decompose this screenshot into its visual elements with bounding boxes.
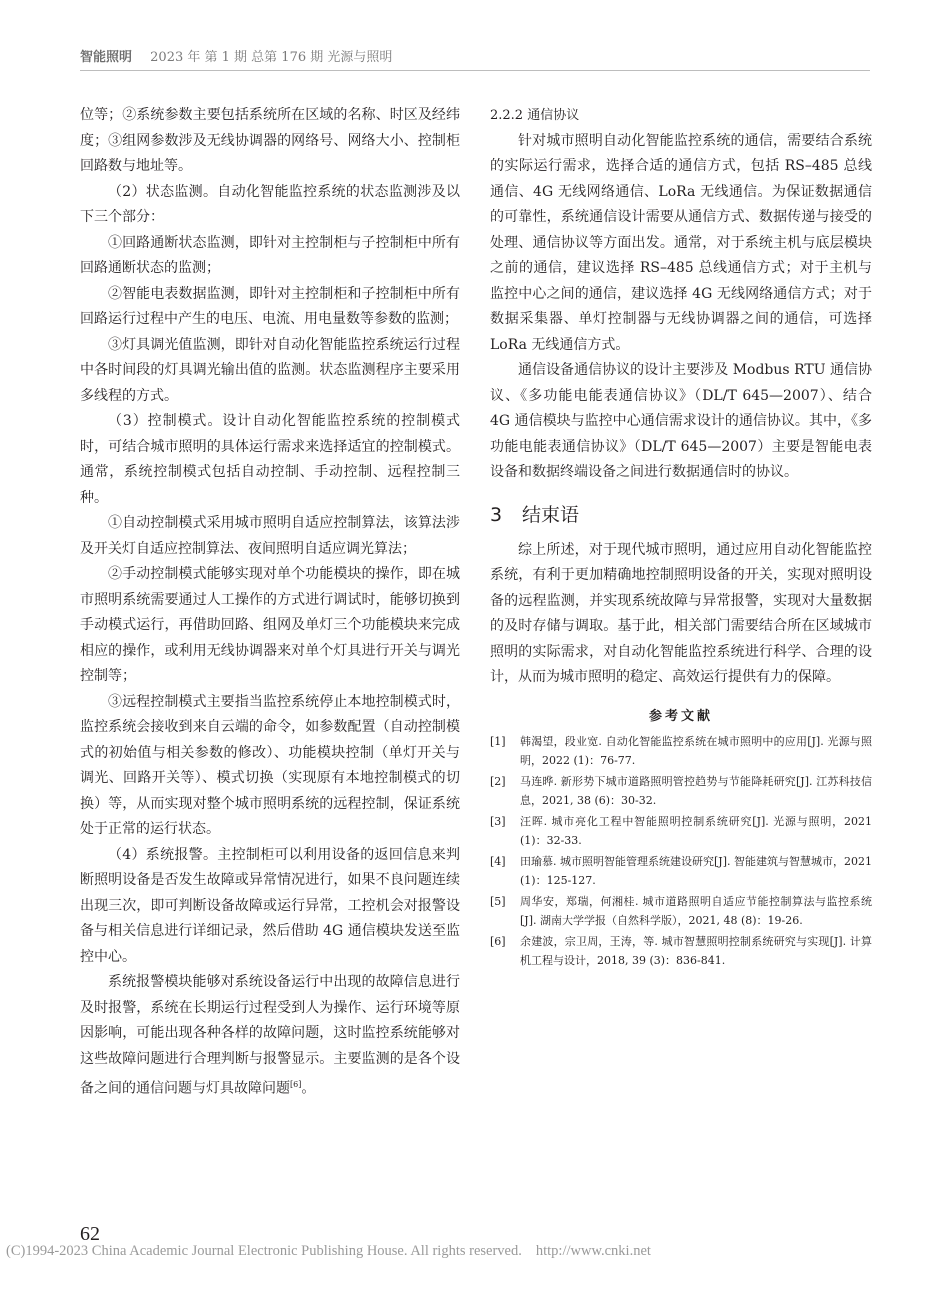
reference-id: [4] (490, 854, 506, 868)
body-paragraph: ①回路通断状态监测，即针对主控制柜与子控制柜中所有回路通断状态的监测； (80, 234, 460, 276)
body-paragraph: ③远程控制模式主要指当监控系统停止本地控制模式时，监控系统会接收到来自云端的命令，如参数配置（自动控制模式的初始值与相关参数的修改）、功能模块控制（单灯开关与调光、回路开关等）、模式切换（实现原有本地控制模式的切换）等，从而实现对整个城市照明系统的远程控制，保证系统处于正常的运行状态。 (80, 693, 460, 837)
body-paragraph: 针对城市照明自动化智能监控系统的通信，需要结合系统的实际运行需求，选择合适的通信方式，包括 RS–485 总线通信、4G 无线网络通信、LoRa 无线通信。为保证数据通信的可靠性，系统通信设计需要从通信方式、数据传递与接受的处理、通信协议等方面出发。通常，对于系统主机与底层模块之前的通信，建议选择 RS–485 总线通信方式；对于主机与监控中心之间的通信，建议选择 4G 无线网络通信方式；对于数据采集器、单灯控制器与无线协调器之间的通信，可选择 LoRa 无线通信方式。 (490, 132, 872, 353)
conclusion-paragraph: 综上所述，对于现代城市照明，通过应用自动化智能监控系统，有利于更加精确地控制照明设备的开关，实现对照明设备的远程监测，并实现系统故障与异常报警，实现对大量数据的及时存储与调取。基于此，相关部门需要结合所在区域城市照明的实际需求，对自动化智能监控系统进行科学、合理的设计，从而为城市照明的稳定、高效运行提供有力的保障。 (490, 541, 872, 685)
section-number: 3 (490, 503, 503, 526)
reference-id: [2] (490, 774, 506, 788)
references-heading: 参考文献 (648, 708, 713, 724)
reference-item (490, 732, 872, 771)
paragraph-text: 系统报警模块能够对系统设备运行中出现的故障信息进行及时报警，系统在长期运行过程受到人为操作、运行环境等原因影响，可能出现各种各样的故障问题，这时监控系统能够对这些故障问题进行合理判断与报警显示。主要监测的是各个设备之间的通信问题与灯具故障问题 (80, 974, 460, 1097)
reference-text: 汪晖. 城市亮化工程中智能照明控制系统研究[J]. 光源与照明，2021 (1)：32-33. (520, 814, 872, 847)
reference-text: 田瑜慕. 城市照明智能管理系统建设研究[J]. 智能建筑与智慧城市，2021 (1)：125-127. (520, 854, 872, 887)
footer-url[interactable]: http://www.cnki.net (535, 1243, 651, 1259)
reference-item (490, 772, 872, 811)
reference-text: 余建波，宗卫周，王涛，等. 城市智慧照明控制系统研究与实现[J]. 计算机工程与设计，2018, 39 (3)：836-841. (520, 934, 872, 967)
page-number: 62 (80, 1223, 100, 1245)
reference-text: 韩渴望，段业宽. 自动化智能监控系统在城市照明中的应用[J]. 光源与照明，2022 (1)：76-77. (520, 734, 872, 767)
reference-item (490, 812, 872, 851)
reference-item (490, 852, 872, 891)
header-divider (80, 70, 870, 71)
body-paragraph: 通信设备通信协议的设计主要涉及 Modbus RTU 通信协议、《多功能电能表通信协议》（DL/T 645—2007）、结合 4G 通信模块与监控中心通信需求设计的通信协议。其中，《多功能电能表通信协议》（DL/T 645—2007）主要是智能电表设备和数据终端设备之间进行数据通信时的协议。 (490, 362, 872, 480)
body-paragraph: ②手动控制模式能够实现对单个功能模块的操作，即在城市照明系统需要通过人工操作的方式进行调试时，能够切换到手动模式运行，再借助回路、组网及单灯三个功能模块来完成相应的操作，或利用无线协调器来对单个灯具进行开关与调光控制等； (80, 566, 460, 684)
body-paragraph: （3）控制模式。设计自动化智能监控系统的控制模式时，可结合城市照明的具体运行需求来选择适宜的控制模式。通常，系统控制模式包括自动控制、手动控制、远程控制三种。 (80, 413, 460, 506)
body-paragraph: （2）状态监测。自动化智能监控系统的状态监测涉及以下三个部分： (80, 183, 460, 225)
copyright-footer (6, 1243, 651, 1260)
paragraph-tail: 。 (301, 1080, 316, 1097)
reference-id: [1] (490, 734, 506, 748)
reference-id: [3] (490, 814, 506, 828)
body-paragraph: ③灯具调光值监测，即针对自动化智能监控系统运行过程中各时间段的灯具调光输出值的监测。状态监测程序主要采用多线程的方式。 (80, 336, 460, 404)
section-title: 结束语 (522, 503, 580, 526)
section-heading (490, 502, 872, 528)
reference-text: 周华安，郑瑞，何湘桂. 城市道路照明自适应节能控制算法与监控系统[J]. 湖南大学学报（自然科学版），2021, 48 (8)：19-26. (520, 894, 872, 927)
copyright-text: (C)1994-2023 China Academic Journal Electronic Publishing House. All rights reserved. (6, 1243, 522, 1259)
reference-item (490, 932, 872, 971)
running-header (80, 46, 870, 65)
body-paragraph: 位等；②系统参数主要包括系统所在区域的名称、时区及经纬度；③组网参数涉及无线协调器的网络号、网络大小、控制柜回路数与地址等。 (80, 107, 460, 174)
right-column (490, 103, 872, 972)
left-column (80, 103, 460, 1102)
citation-marker[interactable]: [6] (290, 1080, 302, 1089)
reference-text: 马连晔. 新形势下城市道路照明管控趋势与节能降耗研究[J]. 江苏科技信息，2021, 38 (6)：30-32. (520, 774, 872, 807)
body-paragraph: （4）系统报警。主控制柜可以利用设备的返回信息来判断照明设备是否发生故障或异常情况进行，如果不良问题连续出现三次，即可判断设备故障或运行异常，工控机会对报警设备与相关信息进行详细记录，然后借助 4G 通信模块发送至监控中心。 (80, 846, 460, 965)
reference-item (490, 892, 872, 931)
reference-id: [6] (490, 934, 506, 948)
body-paragraph: ①自动控制模式采用城市照明自适应控制算法，该算法涉及开关灯自适应控制算法、夜间照明自适应调光算法； (80, 515, 460, 557)
issue-info: 2023 年 第 1 期 总第 176 期 光源与照明 (150, 50, 393, 65)
reference-id: [5] (490, 894, 506, 908)
body-paragraph-with-citation (80, 970, 460, 1102)
journal-name: 智能照明 (80, 50, 133, 65)
body-paragraph: ②智能电表数据监测，即针对主控制柜和子控制柜中所有回路运行过程中产生的电压、电流、用电量数等参数的监测； (80, 285, 460, 327)
subsection-heading: 2.2.2 通信协议 (490, 108, 580, 123)
